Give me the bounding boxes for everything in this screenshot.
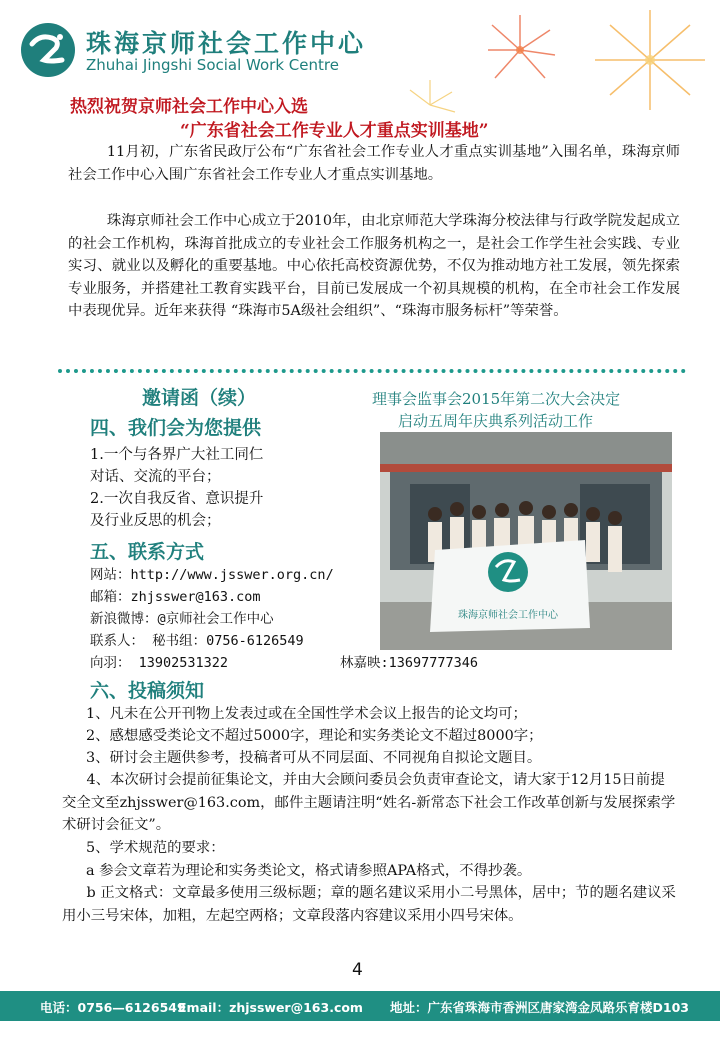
- meeting-group-photo: [380, 432, 672, 650]
- submission-item: 4、本次研讨会提前征集论文，并由大会顾问委员会负责审查论文，请大家于12月15日前提交全文至zhjsswer@163.com，邮件主题请注明“姓名-新常态下社会工作改革创新与发展探索学术研讨会征文”。: [62, 772, 676, 833]
- footer-address: 地址：广东省珠海市香洲区唐家湾金凤路乐育楼D103: [390, 1000, 689, 1015]
- section4-heading: 四、我们会为您提供: [90, 417, 262, 439]
- section4-line: 及行业反思的机会；: [90, 513, 221, 529]
- invitation-title: 邀请函（续）: [142, 387, 257, 409]
- section-divider: [58, 369, 686, 373]
- section4-line: 1.一个与各界广大社工同仁: [90, 447, 264, 463]
- meeting-caption-line2: 启动五周年庆典系列活动工作: [398, 412, 594, 430]
- page-number: 4: [352, 960, 363, 980]
- article-title-line1: 热烈祝贺京师社会工作中心入选: [70, 97, 308, 117]
- logo: [20, 22, 76, 78]
- contact-email[interactable]: 邮箱：zhjsswer@163.com: [90, 589, 261, 605]
- footer-phone: 电话：0756—6126549: [40, 1000, 186, 1015]
- contact-weibo: 新浪微博：@京师社会工作中心: [90, 611, 274, 627]
- brand-name-cn: 珠海京师社会工作中心: [86, 29, 367, 58]
- section4-line: 对话、交流的平台；: [90, 469, 221, 485]
- article-paragraph-1: 11月初，广东省民政厅公布“广东省社会工作专业人才重点实训基地”入围名单，珠海京师社会工作中心入围广东省社会工作专业人才重点实训基地。: [68, 144, 680, 183]
- section4-line: 2.一次自我反省、意识提升: [90, 491, 264, 507]
- contact-linjiaying: 林嘉映:13697777346: [340, 655, 479, 671]
- submission-item: 5、学术规范的要求：: [86, 840, 225, 856]
- submission-item: b 正文格式：文章最多使用三级标题；章的题名建议采用小二号黑体，居中；节的题名建议采用小三号宋体，加粗，左起空两格；文章段落内容建议采用小四号宋体。: [62, 885, 676, 924]
- article-title-line2: “广东省社会工作专业人才重点实训基地”: [180, 121, 489, 141]
- footer-bar: [0, 991, 720, 1021]
- submission-item: 2、感想感受类论文不超过5000字，理论和实务类论文不超过8000字；: [86, 728, 543, 744]
- submission-item: a 参会文章若为理论和实务类论文，格式请参照APA格式，不得抄袭。: [86, 863, 532, 879]
- brand-name-en: Zhuhai Jingshi Social Work Centre: [86, 56, 339, 74]
- banner-text: 珠海京师社会工作中心: [458, 610, 558, 621]
- submission-item: 1、凡未在公开刊物上发表过或在全国性学术会议上报告的论文均可；: [86, 706, 527, 722]
- contact-website[interactable]: 网站：http://www.jsswer.org.cn/: [90, 567, 334, 583]
- submission-item: 3、研讨会主题供参考，投稿者可从不同层面、不同视角自拟论文题目。: [86, 750, 542, 766]
- section6-heading: 六、投稿须知: [90, 680, 205, 702]
- section5-heading: 五、联系方式: [90, 541, 205, 563]
- meeting-caption-line1: 理事会监事会2015年第二次大会决定: [372, 390, 621, 408]
- contact-xiangyu: 向羽： 13902531322: [90, 655, 229, 671]
- article-paragraph-2: 珠海京师社会工作中心成立于2010年，由北京师范大学珠海分校法律与行政学院发起成立的社会工作机构，珠海首批成立的专业社会工作服务机构之一，是社会工作学生社会实践、专业实习、就业以及孵化的重要基地。中心依托高校资源优势，不仅为推动地方社工发展，领先探索专业服务，并搭建社工教育实践平台，目前已发展成一个初具规模的机构，在全市社会工作发展中表现优异。近年来获得 “珠海市5A级社会组织”、“珠海市服务标杆”等荣誉。: [68, 213, 680, 319]
- contact-person: 联系人： 秘书组：0756-6126549: [90, 633, 304, 649]
- footer-email[interactable]: Email：zhjsswer@163.com: [178, 1000, 363, 1015]
